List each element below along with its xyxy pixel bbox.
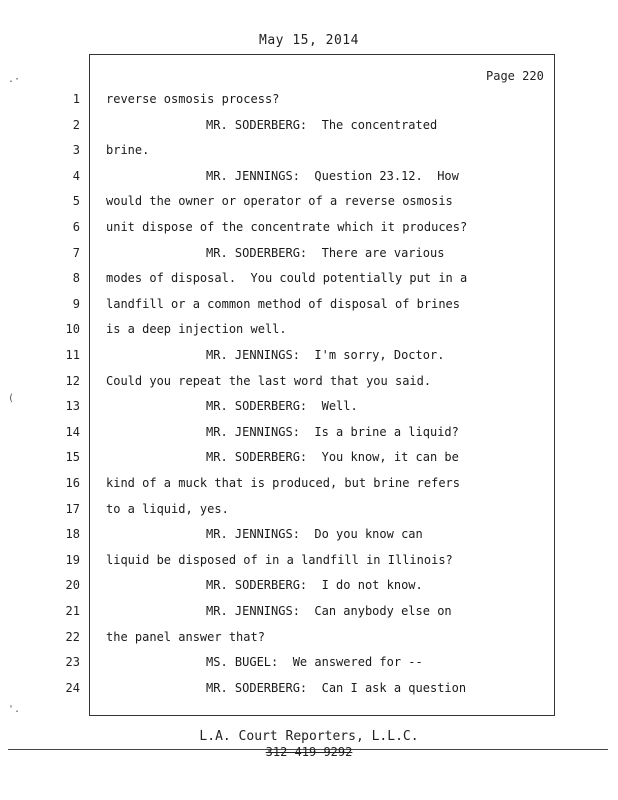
transcript-line-text: brine. [106,143,150,157]
line-number: 15 [65,450,80,464]
footer-firm-name: L.A. Court Reporters, L.L.C. [199,729,419,744]
transcript-line-text: unit dispose of the concentrate which it produces? [106,220,468,234]
transcript-line-text: modes of disposal. You could potentially put in a [106,271,468,285]
transcript-line-text: MR. SODERBERG: You know, it can be [206,450,459,464]
transcript-line-text: Could you repeat the last word that you said. [106,374,432,388]
page-number-label: Page 220 [486,69,544,83]
line-number: 3 [72,143,80,157]
line-number: 4 [72,169,80,183]
transcript-line-text: MR. SODERBERG: I do not know. [206,578,423,592]
line-number: 1 [72,92,80,106]
line-number: 17 [65,502,80,516]
line-number: 22 [65,630,80,644]
transcript-line-text: reverse osmosis process? [106,92,280,106]
transcript-line-text: MR. SODERBERG: There are various [206,246,445,260]
footer-phone: 312-419-9292 [265,745,353,759]
line-number: 14 [65,425,80,439]
line-number: 6 [72,220,80,234]
transcript-line-text: MR. JENNINGS: Can anybody else on [206,604,452,618]
line-number: 16 [65,476,80,490]
page-header-date: May 15, 2014 [259,33,359,48]
line-number: 9 [72,297,80,311]
transcript-line-text: MR. SODERBERG: The concentrated [206,118,438,132]
scan-speck: ( [8,393,15,404]
transcript-line-text: to a liquid, yes. [106,502,229,516]
transcript-line-text: MR. JENNINGS: I'm sorry, Doctor. [206,348,445,362]
line-number: 20 [65,578,80,592]
transcript-line-text: MR. SODERBERG: Well. [206,399,358,413]
line-number: 10 [65,322,80,336]
transcript-line-text: is a deep injection well. [106,322,287,336]
line-number: 24 [65,681,80,695]
line-number: 19 [65,553,80,567]
line-number: 12 [65,374,80,388]
transcript-line-text: the panel answer that? [106,630,265,644]
transcript-line-text: would the owner or operator of a reverse osmosis [106,194,453,208]
line-number: 11 [65,348,80,362]
transcript-line-text: MR. JENNINGS: Is a brine a liquid? [206,425,459,439]
line-number: 18 [65,527,80,541]
transcript-line-text: MR. JENNINGS: Question 23.12. How [206,169,459,183]
line-number: 2 [72,118,80,132]
scan-speck: .· [8,74,21,85]
line-number: 23 [65,655,80,669]
transcript-line-text: kind of a muck that is produced, but brine refers [106,476,461,490]
transcript-line-text: MR. SODERBERG: Can I ask a question [206,681,467,695]
transcript-line-text: MS. BUGEL: We answered for -- [206,655,423,669]
line-number: 5 [72,194,80,208]
line-number: 7 [72,246,80,260]
line-number: 21 [65,604,80,618]
line-number: 8 [72,271,80,285]
transcript-line-text: liquid be disposed of in a landfill in Illinois? [106,553,453,567]
scan-speck: '. [8,704,21,715]
transcript-line-text: landfill or a common method of disposal of brines [106,297,461,311]
transcript-line-text: MR. JENNINGS: Do you know can [206,527,423,541]
line-number: 13 [65,399,80,413]
